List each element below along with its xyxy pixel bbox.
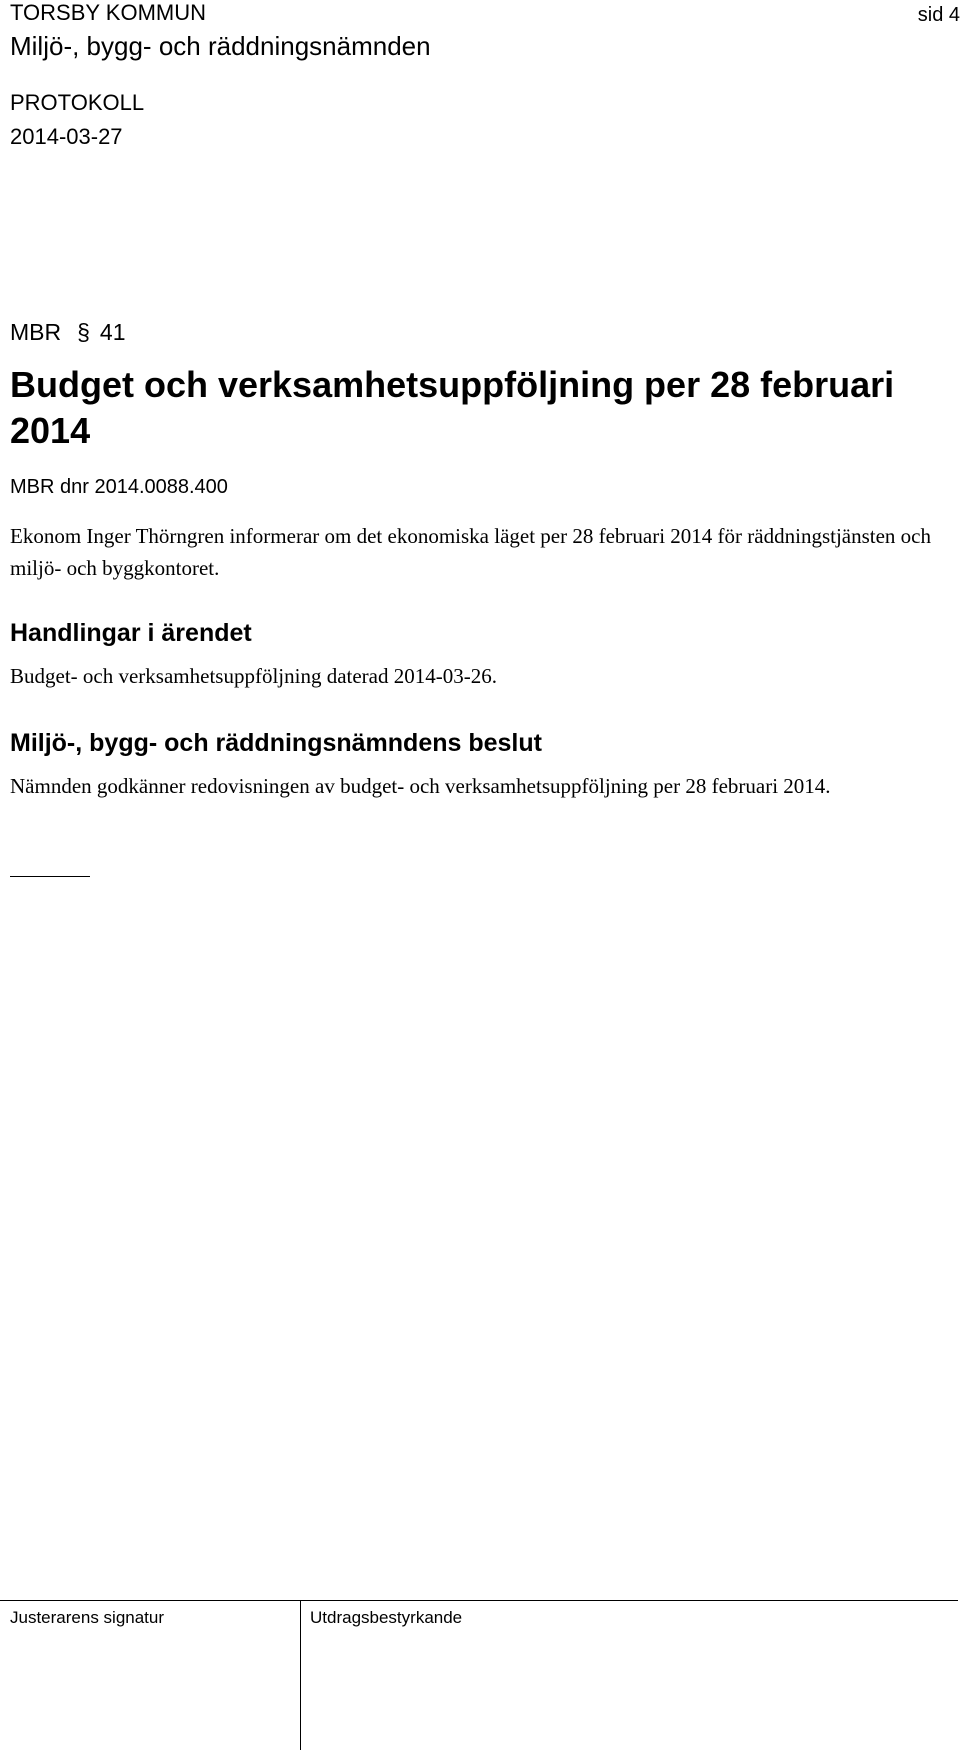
paragraph-prefix: MBR: [10, 319, 62, 345]
item-title: Budget och verksamhetsuppföljning per 28 februari 2014: [10, 364, 895, 451]
board-name: Miljö-, bygg- och räddningsnämnden: [10, 31, 431, 61]
decision-text: Nämnden godkänner redovisningen av budget- och verksamhetsuppföljning per 28 februari 2014.: [10, 774, 831, 798]
document-type: PROTOKOLL: [10, 90, 145, 115]
decision-heading: Miljö-, bygg- och räddningsnämndens beslut: [10, 729, 542, 757]
documents-text: Budget- och verksamhetsuppföljning daterad 2014-03-26.: [10, 664, 497, 688]
paragraph-line: [10, 318, 126, 346]
intro-text: Ekonom Inger Thörngren informerar om det ekonomiska läget per 28 februari 2014 för räddningstjänsten och miljö- och byggkontoret.: [10, 524, 932, 580]
paragraph-symbol: §: [77, 319, 90, 345]
organization-name: TORSBY KOMMUN: [10, 0, 206, 25]
signature-label: Justerarens signatur: [10, 1608, 165, 1627]
document-date: 2014-03-27: [10, 124, 123, 149]
end-rule: [10, 876, 90, 877]
signature-divider: [300, 1600, 301, 1750]
paragraph-number: 41: [99, 319, 126, 345]
page-number: sid 4: [917, 4, 960, 26]
certified-label: Utdragsbestyrkande: [310, 1608, 463, 1627]
diary-number: MBR dnr 2014.0088.400: [10, 476, 228, 498]
documents-heading: Handlingar i ärendet: [10, 619, 252, 647]
